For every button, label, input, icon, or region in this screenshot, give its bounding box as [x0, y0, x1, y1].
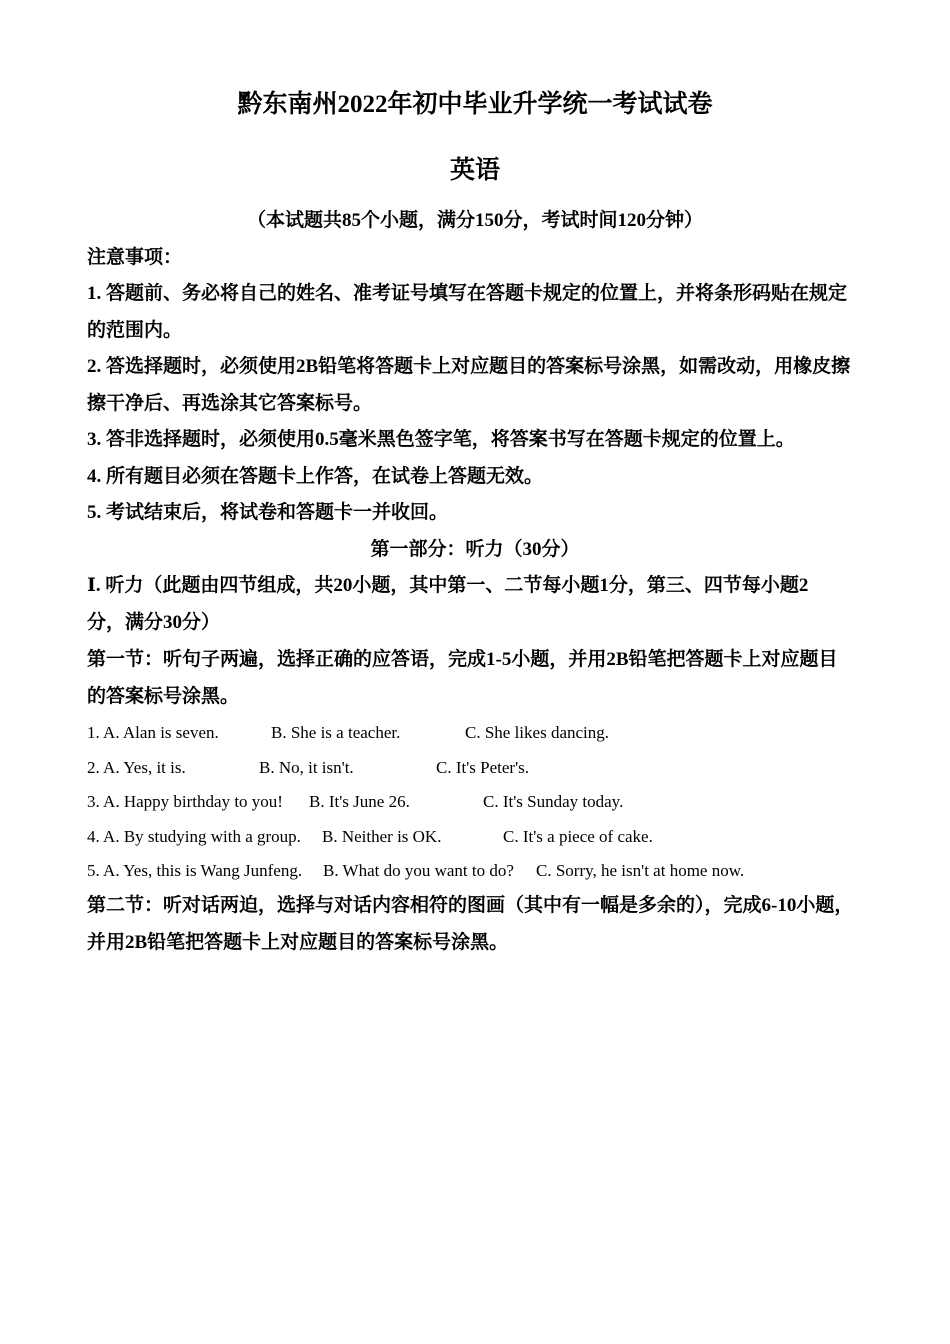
option-a: 1. A. Alan is seven. — [87, 723, 219, 742]
option-c: C. She likes dancing. — [465, 723, 610, 742]
instruction-line: 擦干净后、再选涂其它答案标号。 — [87, 393, 373, 414]
option-c: C. It's a piece of cake. — [503, 827, 653, 846]
question-row — [87, 857, 872, 885]
question-row — [87, 788, 872, 816]
option-c: C. It's Peter's. — [436, 758, 530, 777]
section2-line: 第二节：听对话两迫，选择与对话内容相符的图画（其中有一幅是多余的），完成6-10小题， — [87, 895, 854, 916]
instruction-line: 1. 答题前、务必将自己的姓名、准考证号填写在答题卡规定的位置上，并将条形码贴在规定 — [87, 283, 848, 304]
exam-note: （本试题共85个小题，满分150分，考试时间120分钟） — [246, 210, 703, 231]
instructions-heading: 注意事项： — [87, 247, 183, 268]
option-b: B. She is a teacher. — [271, 723, 401, 742]
instruction-line: 的范围内。 — [87, 320, 183, 341]
option-c: C. Sorry, he isn't at home now. — [536, 861, 745, 880]
question-row — [87, 754, 872, 782]
option-a: 4. A. By studying with a group. — [87, 827, 301, 846]
exam-title: 黔东南州2022年初中毕业升学统一考试试卷 — [237, 91, 713, 118]
instruction-line: 5. 考试结束后，将试卷和答题卡一并收回。 — [87, 502, 449, 523]
question-row — [87, 823, 872, 851]
section1-line: 的答案标号涂黑。 — [87, 686, 240, 707]
exam-subject: 英语 — [449, 157, 500, 184]
option-a: 3. A. Happy birthday to you! — [87, 792, 283, 811]
instruction-line: 2. 答选择题时，必须使用2B铅笔将答题卡上对应题目的答案标号涂黑，如需改动，用橡皮擦 — [87, 356, 851, 377]
section-i-line: 分，满分30分） — [87, 612, 221, 633]
option-a: 2. A. Yes, it is. — [87, 758, 186, 777]
section1-line: 第一节：听句子两遍，选择正确的应答语，完成1-5小题，并用2B铅笔把答题卡上对应题目 — [87, 649, 838, 670]
section2-line: 并用2B铅笔把答题卡上对应题目的答案标号涂黑。 — [87, 932, 509, 953]
part1-title: 第一部分：听力（30分） — [370, 539, 580, 560]
option-c: C. It's Sunday today. — [483, 792, 624, 811]
section-i-line: Ⅰ. 听力（此题由四节组成，共20小题，其中第一、二节每小题1分，第三、四节每小题2 — [87, 575, 809, 596]
option-b: B. No, it isn't. — [259, 758, 354, 777]
instruction-line: 4. 所有题目必须在答题卡上作答，在试卷上答题无效。 — [87, 466, 544, 487]
option-b: B. Neither is OK. — [322, 827, 442, 846]
option-b: B. What do you want to do? — [323, 861, 514, 880]
option-b: B. It's June 26. — [309, 792, 410, 811]
instruction-line: 3. 答非选择题时，必须使用0.5毫米黑色签字笔，将答案书写在答题卡规定的位置上。 — [87, 429, 795, 450]
question-row — [87, 719, 872, 747]
option-a: 5. A. Yes, this is Wang Junfeng. — [87, 861, 303, 880]
